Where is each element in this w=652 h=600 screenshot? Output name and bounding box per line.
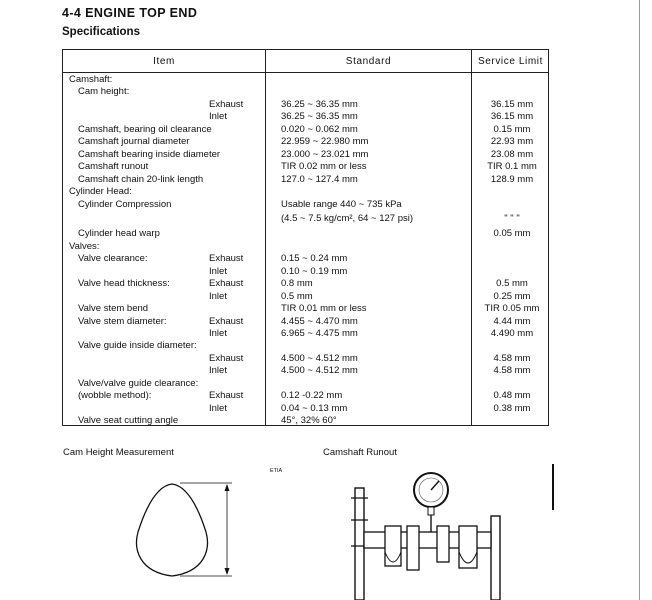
cell-service-limit: 0.25 mm bbox=[493, 290, 531, 302]
figure-code-label: ETIA bbox=[270, 468, 283, 474]
table-row bbox=[63, 99, 548, 111]
cell-standard: 0.020 ~ 0.062 mm bbox=[281, 123, 358, 135]
cell-item: Valve head thickness: bbox=[78, 278, 170, 290]
cell-service-limit: 4.490 mm bbox=[490, 328, 534, 339]
cell-standard: 4.455 ~ 4.470 mm bbox=[281, 315, 358, 327]
cell-standard: 4.500 ~ 4.512 mm bbox=[281, 365, 358, 377]
table-row bbox=[63, 353, 548, 365]
cell-service-limit: 23.08 mm bbox=[490, 148, 534, 160]
table-row bbox=[63, 340, 548, 352]
table-row bbox=[63, 291, 548, 303]
cell-subitem: Exhaust bbox=[209, 390, 244, 402]
table-row bbox=[63, 303, 548, 315]
table-row bbox=[63, 174, 548, 186]
cell-item: Valve/valve guide clearance: bbox=[78, 377, 199, 389]
header-standard: Standard bbox=[345, 56, 392, 67]
header-item: Item bbox=[153, 56, 175, 67]
table-row bbox=[63, 328, 548, 340]
table-row bbox=[63, 415, 548, 427]
cell-standard: TIR 0.02 mm or less bbox=[281, 161, 367, 173]
table-row bbox=[63, 365, 548, 377]
cam-lobe bbox=[385, 526, 401, 566]
cell-service-limit: " " " bbox=[504, 212, 520, 224]
cell-standard: 127.0 ~ 127.4 mm bbox=[281, 173, 358, 185]
cell-standard: Usable range 440 ~ 735 kPa bbox=[281, 198, 402, 210]
cell-service-limit: 0.38 mm bbox=[493, 402, 531, 414]
cell-service-limit: 0.15 mm bbox=[493, 123, 531, 135]
cam-lobe-diagram bbox=[100, 470, 260, 600]
table-row bbox=[63, 378, 548, 390]
cell-item: Cylinder Compression bbox=[78, 198, 172, 210]
cell-service-limit: 0.48 mm bbox=[493, 390, 531, 402]
camshaft-runout-diagram bbox=[345, 462, 545, 600]
cell-subitem: Exhaust bbox=[209, 98, 244, 110]
cell-standard: 0.8 mm bbox=[281, 278, 313, 290]
cell-item: Camshaft chain 20-link length bbox=[78, 173, 204, 185]
cell-service-limit: TIR 0.1 mm bbox=[487, 161, 537, 173]
cell-standard: 0.5 mm bbox=[281, 290, 313, 302]
cell-subitem: Exhaust bbox=[209, 278, 244, 290]
cell-service-limit: 4.58 mm bbox=[493, 352, 531, 364]
header-divider bbox=[63, 72, 548, 73]
cam-lobe bbox=[407, 526, 419, 570]
table-row bbox=[63, 124, 548, 136]
cell-subitem: Inlet bbox=[209, 328, 227, 339]
cell-subitem: Inlet bbox=[209, 365, 227, 377]
cell-standard: 4.500 ~ 4.512 mm bbox=[281, 352, 358, 364]
table-row bbox=[63, 253, 548, 265]
page-edge-line bbox=[639, 0, 640, 600]
cell-item: Camshaft bearing inside diameter bbox=[78, 148, 221, 160]
cam-height-caption: Cam Height Measurement bbox=[63, 447, 174, 458]
cell-item: Valve clearance: bbox=[78, 253, 148, 265]
specifications-table bbox=[62, 49, 549, 426]
cell-item: Valve guide inside diameter: bbox=[78, 340, 197, 352]
cell-standard: 22.959 ~ 22.980 mm bbox=[281, 136, 369, 148]
header-service-limit: Service Limit bbox=[477, 56, 544, 67]
cell-service-limit: 36.15 mm bbox=[490, 111, 534, 123]
cell-service-limit: 128.9 mm bbox=[490, 173, 534, 185]
cell-standard: 0.04 ~ 0.13 mm bbox=[281, 402, 348, 414]
cell-item: Valve stem diameter: bbox=[78, 315, 167, 327]
cell-item: (wobble method): bbox=[78, 390, 152, 402]
table-row bbox=[63, 136, 548, 148]
table-row bbox=[63, 403, 548, 415]
cell-subitem: Inlet bbox=[209, 290, 227, 302]
cell-service-limit: TIR 0.05 mm bbox=[484, 303, 540, 315]
cell-subitem: Inlet bbox=[209, 111, 227, 123]
cell-standard: TIR 0.01 mm or less bbox=[281, 303, 367, 315]
table-row bbox=[63, 86, 548, 98]
cell-standard: 0.10 ~ 0.19 mm bbox=[281, 265, 348, 277]
specifications-heading: Specifications bbox=[62, 26, 140, 38]
cell-subitem: Inlet bbox=[209, 402, 227, 414]
cell-item: Cam height: bbox=[78, 86, 130, 98]
cell-subitem: Exhaust bbox=[209, 315, 244, 327]
table-row bbox=[63, 241, 548, 253]
camshaft-runout-caption: Camshaft Runout bbox=[323, 447, 397, 458]
cell-item: Valves: bbox=[69, 240, 100, 252]
cell-standard: 36.25 ~ 36.35 mm bbox=[281, 111, 358, 123]
cam-lobe bbox=[437, 526, 449, 562]
cell-standard: 0.15 ~ 0.24 mm bbox=[281, 253, 348, 265]
cell-subitem: Exhaust bbox=[209, 352, 244, 364]
arrow-head-bottom bbox=[225, 568, 230, 575]
table-row bbox=[63, 149, 548, 161]
table-row bbox=[63, 266, 548, 278]
cam-lobe-outline bbox=[137, 484, 208, 576]
table-row bbox=[63, 161, 548, 173]
arrow-head-top bbox=[225, 484, 230, 491]
cell-subitem: Exhaust bbox=[209, 253, 244, 265]
table-row bbox=[63, 111, 548, 123]
cell-standard: 6.965 ~ 4.475 mm bbox=[281, 328, 358, 339]
cell-standard: 45°, 32% 60° bbox=[281, 415, 337, 427]
table-row bbox=[63, 213, 548, 225]
v-block-right bbox=[491, 516, 500, 600]
cell-service-limit: 36.15 mm bbox=[490, 98, 534, 110]
cell-service-limit: 22.93 mm bbox=[490, 136, 534, 148]
cam-lobe bbox=[459, 526, 477, 568]
cell-standard: 0.12 -0.22 mm bbox=[281, 390, 343, 402]
cell-service-limit: 4.44 mm bbox=[493, 315, 531, 327]
cell-item: Camshaft runout bbox=[78, 161, 149, 173]
cell-service-limit: 0.05 mm bbox=[493, 228, 531, 240]
section-title: 4-4 ENGINE TOP END bbox=[62, 6, 198, 20]
table-row bbox=[63, 186, 548, 198]
gauge-stem bbox=[428, 507, 434, 515]
cell-service-limit: 0.5 mm bbox=[496, 278, 528, 290]
cell-item: Cylinder head warp bbox=[78, 228, 160, 240]
cell-item: Camshaft: bbox=[69, 74, 113, 85]
table-row bbox=[63, 390, 548, 402]
cell-item: Valve stem bend bbox=[78, 303, 149, 315]
cell-standard: 36.25 ~ 36.35 mm bbox=[281, 98, 358, 110]
table-row bbox=[63, 278, 548, 290]
cell-item: Camshaft, bearing oil clearance bbox=[78, 123, 212, 135]
table-row bbox=[63, 228, 548, 240]
cell-item: Camshaft journal diameter bbox=[78, 136, 190, 148]
table-row bbox=[63, 199, 548, 211]
cell-item: Cylinder Head: bbox=[69, 186, 132, 198]
v-block-left bbox=[355, 488, 364, 600]
cell-standard: (4.5 ~ 7.5 kg/cm², 64 ~ 127 psi) bbox=[281, 212, 414, 224]
cell-subitem: Inlet bbox=[209, 265, 227, 277]
table-row bbox=[63, 74, 548, 86]
cell-item: Valve seat cutting angle bbox=[78, 415, 179, 427]
cell-service-limit: 4.58 mm bbox=[493, 365, 531, 377]
table-row bbox=[63, 316, 548, 328]
cell-standard: 23.000 ~ 23.021 mm bbox=[281, 148, 369, 160]
